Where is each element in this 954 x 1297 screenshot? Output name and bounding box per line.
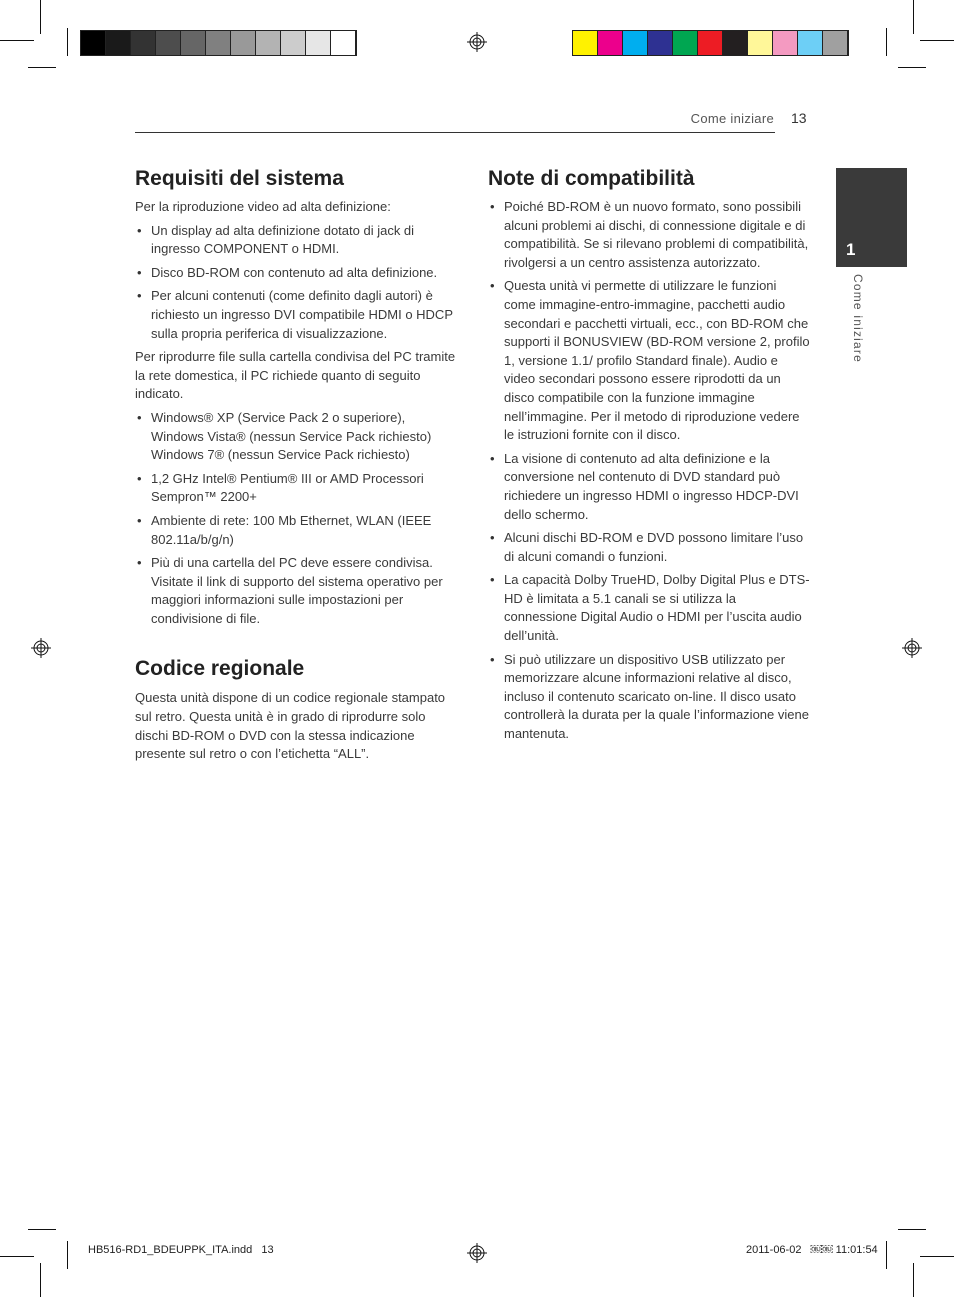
list-item: • Un display ad alta definizione dotato di jack di ingresso COMPONENT o HDMI. <box>135 222 457 259</box>
left-column <box>135 166 457 764</box>
crop-mark <box>886 1241 887 1269</box>
section-title-codice: Codice regionale <box>135 657 305 681</box>
registration-mark-icon <box>467 32 487 52</box>
requisiti-list <box>135 222 457 344</box>
chapter-tab-label: Come iniziare <box>851 274 865 363</box>
color-swatch <box>231 31 256 55</box>
process-color-bar <box>572 30 849 56</box>
crop-mark <box>40 0 41 34</box>
crop-mark <box>913 0 914 34</box>
color-swatch <box>331 31 356 55</box>
codice-text: Questa unità dispone di un codice regionale stampato sul retro. Questa unità è in grado di riprodurre solo dischi BD-ROM o DVD con la stessa indicazione presente sul retro o con l’etichetta “ALL”. <box>135 690 446 762</box>
list-item: • Windows® XP (Service Pack 2 o superiore), Windows Vista® (nessun Service Pack richiesto) Windows 7® (nessun Service Pack richiesto) <box>135 409 457 465</box>
list-item: • Poiché BD-ROM è un nuovo formato, sono possibili alcuni problemi ai dischi, di connessione digitale e di compatibilità. Se si rilevano problemi di compatibilità, rivolgersi a un centro assistenza autorizzato. <box>488 198 810 272</box>
color-swatch <box>773 31 798 55</box>
list-item: • Per alcuni contenuti (come definito dagli autori) è richiesto un ingresso DVI compatibile HDMI o HDCP sulla propria periferica di visualizzazione. <box>135 287 457 343</box>
crop-mark <box>898 1229 926 1230</box>
crop-mark <box>67 1241 68 1269</box>
registration-mark-icon <box>467 1243 487 1263</box>
page-number: 13 <box>791 110 807 126</box>
list-item: • Ambiente di rete: 100 Mb Ethernet, WLAN (IEEE 802.11a/b/g/n) <box>135 512 457 549</box>
list-item: • La capacità Dolby TrueHD, Dolby Digital Plus e DTS-HD è limitata a 5.1 canali se si utilizza la connessione Digital Audio o HDMI per l’uscita audio dell’unità. <box>488 571 810 645</box>
color-swatch <box>698 31 723 55</box>
list-item: • Alcuni dischi BD-ROM e DVD possono limitare l’uso di alcuni comandi o funzioni. <box>488 529 810 566</box>
crop-mark <box>0 40 34 41</box>
color-swatch <box>256 31 281 55</box>
color-swatch <box>281 31 306 55</box>
requisiti-intro: Per la riproduzione video ad alta definizione: <box>135 199 391 214</box>
color-swatch <box>798 31 823 55</box>
crop-mark <box>0 1256 34 1257</box>
section-title-compatibilita: Note di compatibilità <box>488 167 695 190</box>
color-swatch <box>673 31 698 55</box>
right-column <box>488 166 810 744</box>
crop-mark <box>898 67 926 68</box>
color-swatch <box>598 31 623 55</box>
date-slug: 2011-06-02 ￼￼ 11:01:54 <box>746 1244 878 1256</box>
list-item: • Questa unità vi permette di utilizzare le funzioni come immagine-entro-immagine, pacchetti audio secondari e pacchetti virtuali, ecc., con BD-ROM che supporti il BONUSVIEW (BD-ROM versione 2, profilo 1, versione 1.1/ profilo Standard finale). Audio e video secondari possono essere riprodotti da un disco compatibile con la funzione immagine nell’immagine. Per il metodo di riproduzione vedere le istruzioni fornite con il disco. <box>488 277 810 444</box>
list-item: • Si può utilizzare un dispositivo USB utilizzato per memorizzare alcune informazioni relative al disco, incluso il contenuto scaricato on-line. Il disco usato controllerà la durata per la quale l’informazione viene mantenuta. <box>488 651 810 744</box>
crop-mark <box>886 28 887 56</box>
crop-mark <box>920 1256 954 1257</box>
color-swatch <box>623 31 648 55</box>
color-swatch <box>748 31 773 55</box>
file-slug: HB516-RD1_BDEUPPK_ITA.indd 13 <box>88 1244 274 1256</box>
list-item: • La visione di contenuto ad alta definizione e la conversione nel contenuto di DVD standard può richiedere un ingresso HDMI o ingresso HDCP-DVI dello schermo. <box>488 450 810 524</box>
section-title-requisiti: Requisiti del sistema <box>135 167 344 190</box>
color-swatch <box>573 31 598 55</box>
crop-mark <box>28 67 56 68</box>
color-swatch <box>206 31 231 55</box>
header-rule <box>135 132 775 133</box>
list-item: • Disco BD-ROM con contenuto ad alta definizione. <box>135 264 457 283</box>
pc-requirements-list <box>135 409 457 629</box>
color-swatch <box>131 31 156 55</box>
color-swatch <box>648 31 673 55</box>
crop-mark <box>913 1263 914 1297</box>
list-item: • Più di una cartella del PC deve essere condivisa. Visitate il link di supporto del sistema operativo per maggiori informazioni sulle impostazioni per condivisione di file. <box>135 554 457 628</box>
crop-mark <box>28 1229 56 1230</box>
registration-mark-icon <box>31 638 51 658</box>
crop-mark <box>40 1263 41 1297</box>
crop-mark <box>67 28 68 56</box>
running-header: Come iniziare <box>690 111 774 126</box>
color-swatch <box>823 31 848 55</box>
requisiti-intro-pc: Per riprodurre file sulla cartella condivisa del PC tramite la rete domestica, il PC richiede quanto di seguito indicato. <box>135 349 456 402</box>
chapter-number: 1 <box>846 240 856 259</box>
color-swatch <box>156 31 181 55</box>
crop-mark <box>920 40 954 41</box>
registration-mark-icon <box>902 638 922 658</box>
color-swatch <box>723 31 748 55</box>
color-swatch <box>106 31 131 55</box>
grayscale-color-bar <box>80 30 357 56</box>
color-swatch <box>306 31 331 55</box>
color-swatch <box>181 31 206 55</box>
color-swatch <box>81 31 106 55</box>
compatibility-list <box>488 198 810 744</box>
list-item: • 1,2 GHz Intel® Pentium® III or AMD Processori Sempron™ 2200+ <box>135 470 457 507</box>
